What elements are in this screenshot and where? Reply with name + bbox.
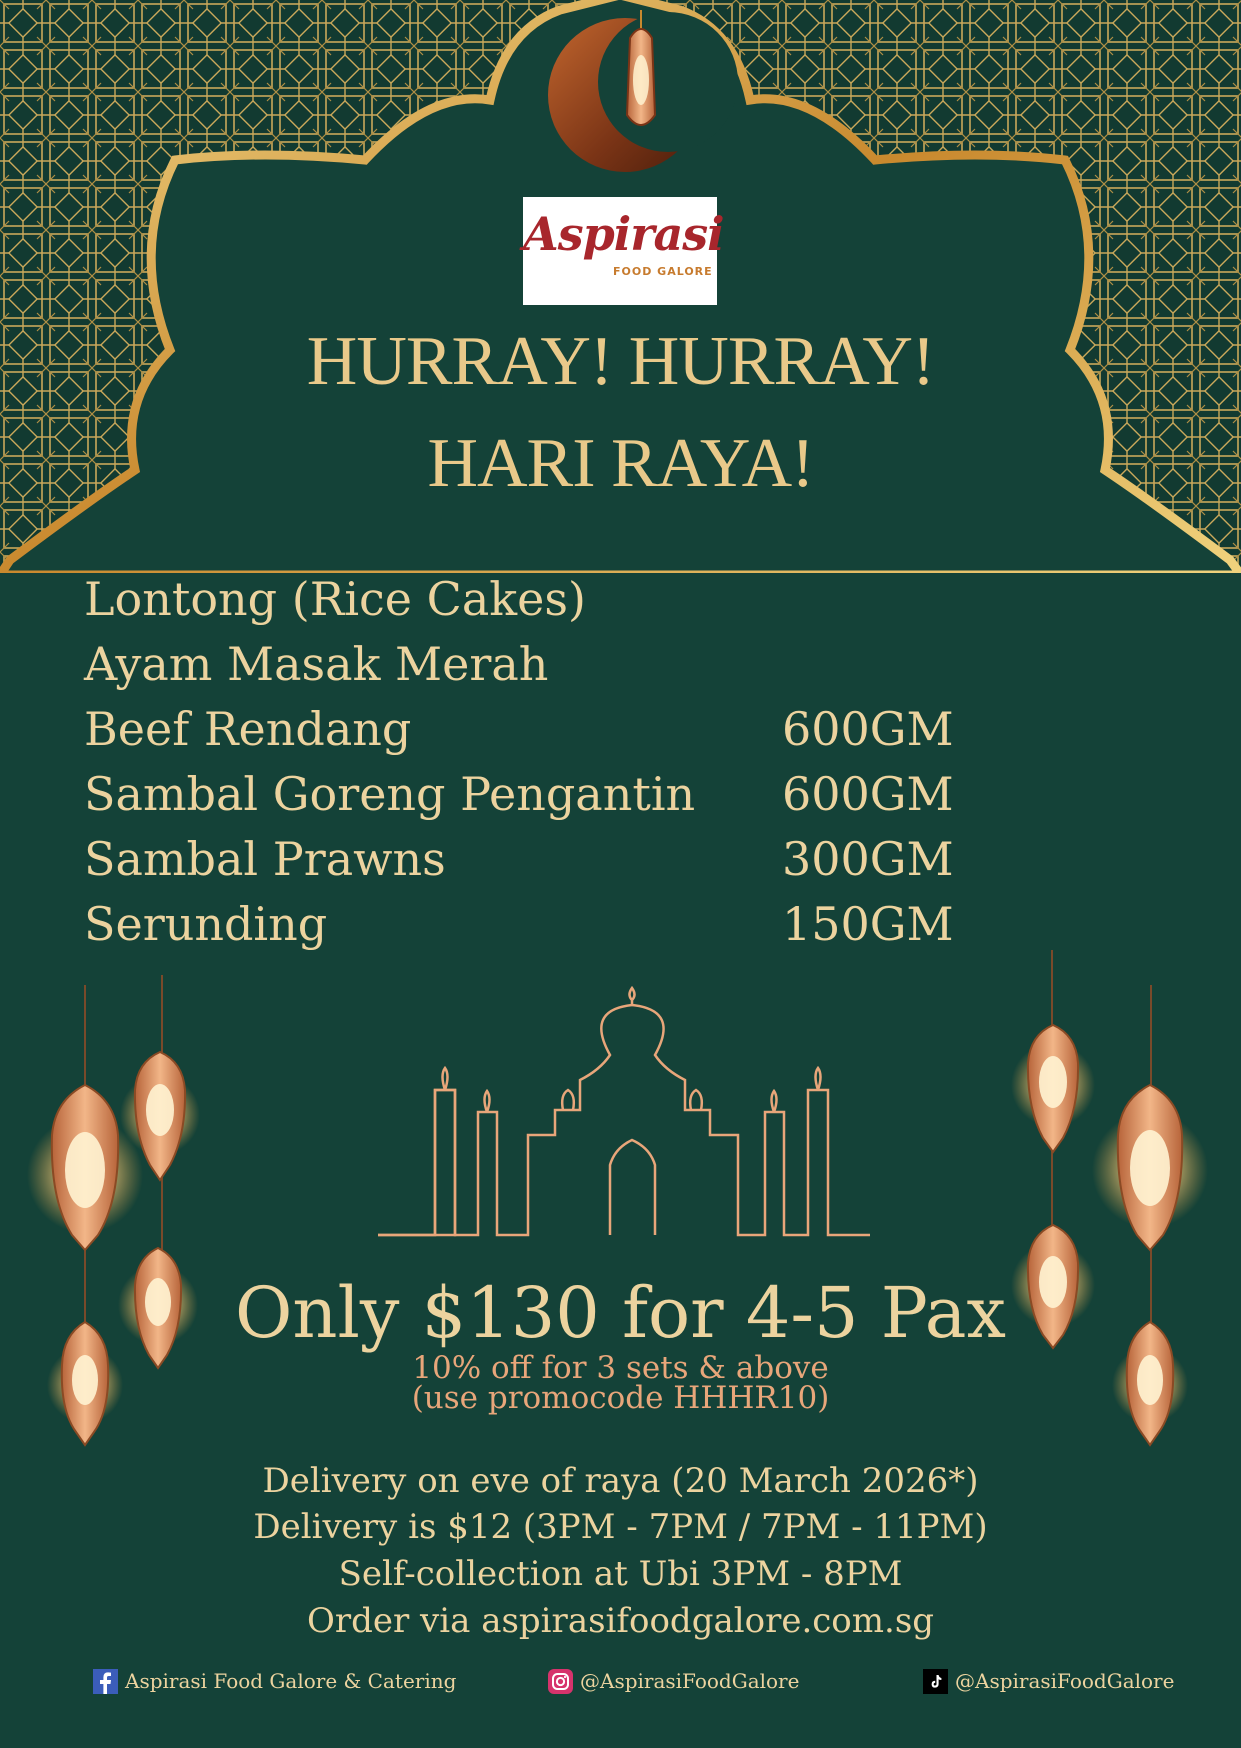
instagram-icon <box>548 1669 573 1694</box>
delivery-date: Delivery on eve of raya (20 March 2026*) <box>262 1461 979 1501</box>
logo-tagline: FOOD GALORE <box>613 265 713 278</box>
price-offer: Only $130 for 4-5 Pax <box>235 1272 1006 1354</box>
discount-text: 10% off for 3 sets & above <box>412 1350 829 1386</box>
instagram-handle[interactable] <box>548 1666 799 1696</box>
menu-item-weight: 300GM <box>782 832 954 886</box>
instagram-label: @AspirasiFoodGalore <box>580 1669 800 1693</box>
self-collection: Self-collection at Ubi 3PM - 8PM <box>338 1554 903 1594</box>
menu-item-weight: 150GM <box>782 897 954 951</box>
menu-item-name: Beef Rendang <box>84 702 412 756</box>
order-website: Order via aspirasifoodgalore.com.sg <box>306 1601 935 1641</box>
tiktok-handle[interactable] <box>923 1666 1174 1696</box>
menu-item-name: Ayam Masak Merah <box>84 637 549 691</box>
menu-item-name: Sambal Goreng Pengantin <box>84 767 696 821</box>
facebook-label: Aspirasi Food Galore & Catering <box>125 1669 457 1693</box>
tiktok-label: @AspirasiFoodGalore <box>955 1669 1175 1693</box>
menu-item-name: Serunding <box>84 897 328 951</box>
menu-item-name: Lontong (Rice Cakes) <box>84 572 586 626</box>
menu-item-name: Sambal Prawns <box>84 832 446 886</box>
facebook-handle[interactable] <box>93 1666 456 1696</box>
facebook-icon <box>93 1669 118 1694</box>
headline-line-2: HARI RAYA! <box>427 425 814 502</box>
logo-wordmark: Aspirasi <box>523 207 724 261</box>
brand-logo <box>523 197 724 305</box>
menu-item-weight: 600GM <box>782 702 954 756</box>
delivery-fee: Delivery is $12 (3PM - 7PM / 7PM - 11PM) <box>253 1507 988 1547</box>
menu-item-weight: 600GM <box>782 767 954 821</box>
headline-line-1: HURRAY! HURRAY! <box>306 323 935 400</box>
tiktok-icon <box>923 1669 948 1694</box>
promocode-text: (use promocode HHHR10) <box>411 1380 830 1416</box>
